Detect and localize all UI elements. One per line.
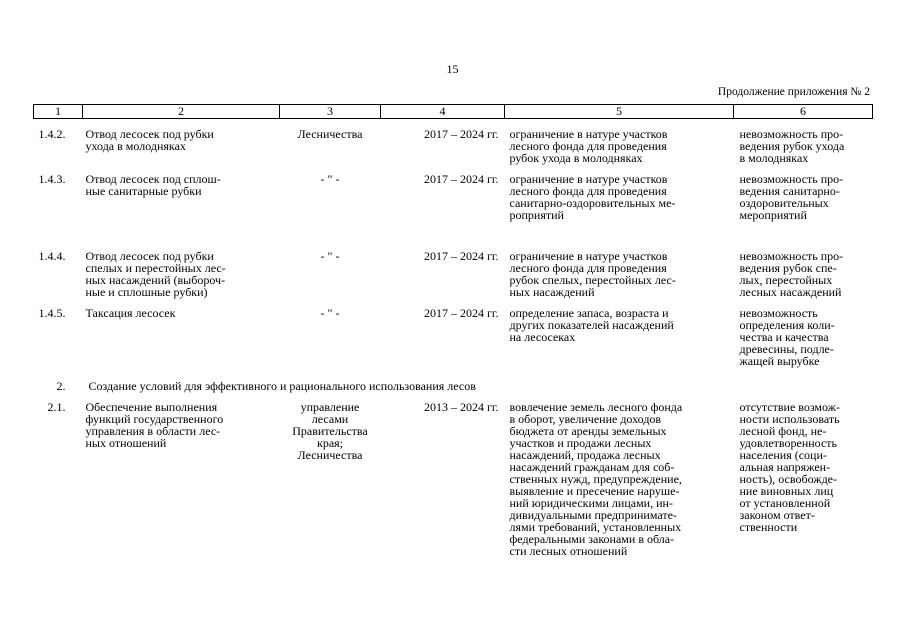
measure-name: Отвод лесосек под рубки спелых и перестойных лес- ных насаждений (выбороч- ные и сплошные рубки) xyxy=(85,249,226,299)
expected-result: ограничение в натуре участков лесного фонда для проведения рубок спелых, перестойных лес- ных насаждений xyxy=(509,249,676,299)
expected-result: определение запаса, возраста и других показателей насаждений на лесосеках xyxy=(509,306,674,344)
page-number: 15 xyxy=(446,62,459,76)
item-number: 1.4.5. xyxy=(38,306,66,320)
expected-result: ограничение в натуре участков лесного фонда для проведения санитарно-оздоровительных ме- роприятий xyxy=(509,172,676,222)
executor: - " - xyxy=(320,249,340,263)
executor-line: управление xyxy=(300,400,360,414)
column-number: 2 xyxy=(83,105,280,119)
section-title: Создание условий для эффективного и рационального использования лесов xyxy=(88,379,476,393)
expected-result: ограничение в натуре участков лесного фонда для проведения рубок ухода в молодняках xyxy=(509,127,668,165)
executor-line: Лесничества xyxy=(297,448,363,462)
period: 2017 – 2024 гг. xyxy=(424,306,499,320)
executor-line: Правительства xyxy=(292,424,368,438)
consequence: невозможность про- ведения рубок ухода в молодняках xyxy=(739,127,845,165)
item-number: 2.1. xyxy=(47,400,66,414)
table-row xyxy=(34,164,873,221)
section-number: 2. xyxy=(56,379,66,393)
column-number-row xyxy=(34,105,873,119)
table-row xyxy=(34,119,873,165)
measure-name: Отвод лесосек под рубки ухода в молодняках xyxy=(85,127,214,153)
table-row xyxy=(34,221,873,298)
executor: - " - xyxy=(320,172,340,186)
column-number: 1 xyxy=(34,105,83,119)
executor-line: края; xyxy=(316,436,343,450)
consequence: невозможность определения коли- чества и качества древесины, подле- жащей вырубке xyxy=(739,306,835,368)
column-number: 5 xyxy=(505,105,734,119)
consequence: невозможность про- ведения санитарно- оздоровительных мероприятий xyxy=(739,172,844,222)
consequence: невозможность про- ведения рубок спе- лых, перестойных лесных насаждений xyxy=(739,249,844,299)
item-number: 1.4.2. xyxy=(38,127,66,141)
column-number: 3 xyxy=(280,105,381,119)
period: 2013 – 2024 гг. xyxy=(424,400,499,414)
executor xyxy=(280,392,381,557)
expected-result: вовлечение земель лесного фонда в оборот, увеличение доходов бюджета от аренды земельных участков и продажи лесных насаждений, продажа лесных насаждений гражданам для соб- ственных нужд, предупреждение, выявление и пресечение наруше- ний юридическими лицами, ин- дивидуальными предпринимате- лями требований, установленных федеральными законами в обла- сти лесных отношений xyxy=(509,400,683,558)
executor: Лесничества xyxy=(297,127,363,141)
column-number: 6 xyxy=(734,105,873,119)
measure-name: Отвод лесосек под сплош- ные санитарные рубки xyxy=(85,172,221,198)
column-number: 4 xyxy=(381,105,505,119)
item-number: 1.4.3. xyxy=(38,172,66,186)
executor: - " - xyxy=(320,306,340,320)
table-row xyxy=(34,298,873,367)
period: 2017 – 2024 гг. xyxy=(424,249,499,263)
table-row xyxy=(34,392,873,557)
period: 2017 – 2024 гг. xyxy=(424,172,499,186)
measure-name: Обеспечение выполнения функций государственного управления в области лес- ных отношений xyxy=(85,400,224,450)
section-row xyxy=(34,367,873,392)
measures-table xyxy=(33,104,873,557)
executor-line: лесами xyxy=(311,412,349,426)
period: 2017 – 2024 гг. xyxy=(424,127,499,141)
continuation-label: Продолжение приложения № 2 xyxy=(717,86,870,98)
item-number: 1.4.4. xyxy=(38,249,66,263)
consequence: отсутствие возмож- ности использовать лесной фонд, не- удовлетворенность населения (соци- альная напряжен- ность), освобожде- ние виновных лиц от установленной законом ответ- ственности xyxy=(739,400,841,534)
measure-name: Таксация лесосек xyxy=(85,306,176,320)
